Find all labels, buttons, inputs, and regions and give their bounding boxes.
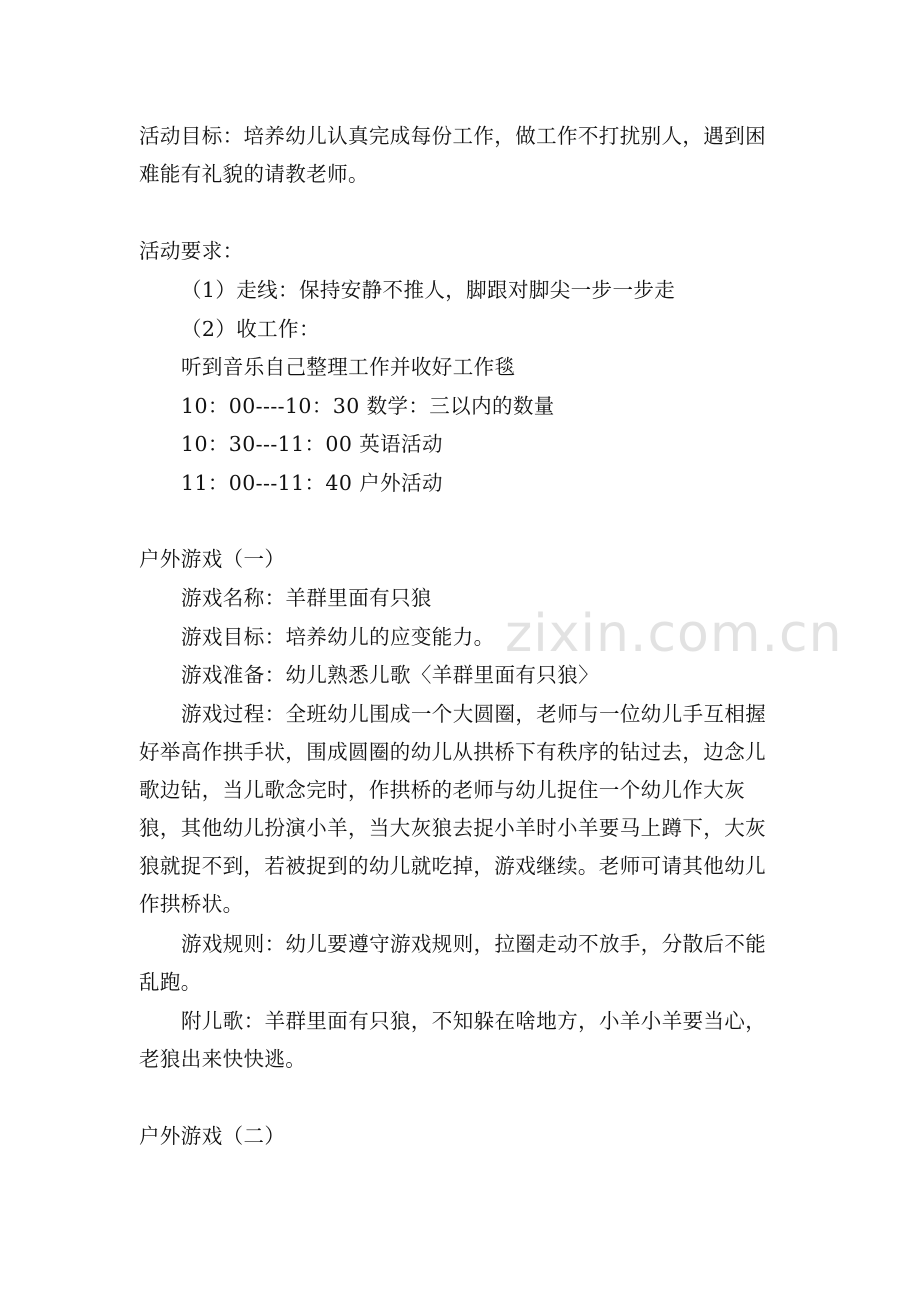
game-rules-paragraph: 游戏规则：幼儿要遵守游戏规则，拉圈走动不放手，分散后不能乱跑。: [139, 932, 767, 994]
children-song-paragraph: 附儿歌：羊群里面有只狼，不知躲在啥地方，小羊小羊要当心，老狼出来快快逃。: [139, 1009, 767, 1071]
math-schedule-line: 10：00----10：30 数学：三以内的数量: [181, 394, 555, 418]
site-watermark: zixin.com.cn: [505, 604, 843, 664]
outdoor-schedule-line: 11：00---11：40 户外活动: [181, 471, 443, 495]
activity-requirements-heading: 活动要求：: [139, 239, 244, 263]
activity-goal-paragraph: 活动目标：培养幼儿认真完成每份工作，做工作不打扰别人，遇到困难能有礼貌的请教老师。: [139, 124, 766, 186]
game-goal-line: 游戏目标：培养幼儿的应变能力。: [181, 625, 495, 649]
cleanup-instruction: 听到音乐自己整理工作并收好工作毯: [181, 355, 516, 379]
game-preparation-line: 游戏准备：幼儿熟悉儿歌〈羊群里面有只狼〉: [181, 663, 599, 687]
work-cleanup-requirement: （2）收工作：: [181, 317, 320, 341]
line-walking-requirement: （1）走线：保持安静不推人，脚跟对脚尖一步一步走: [181, 278, 676, 302]
game-process-paragraph: 游戏过程：全班幼儿围成一个大圆圈，老师与一位幼儿手互相握好举高作拱手状，围成圆圈的幼儿从拱桥下有秩序的钻过去，边念儿歌边钻，当儿歌念完时，作拱桥的老师与幼儿捉住一个幼儿作大灰狼，其他幼儿扮演小羊，当大灰狼去捉小羊时小羊要马上蹲下，大灰狼就捉不到，若被捉到的幼儿就吃掉，游戏继续。老师可请其他幼儿作拱桥状。: [139, 702, 767, 916]
english-schedule-line: 10：30---11：00 英语活动: [181, 432, 443, 456]
outdoor-game-two-heading: 户外游戏（二）: [139, 1124, 286, 1148]
outdoor-game-one-heading: 户外游戏（一）: [139, 547, 286, 571]
game-name-line: 游戏名称：羊群里面有只狼: [181, 586, 432, 610]
